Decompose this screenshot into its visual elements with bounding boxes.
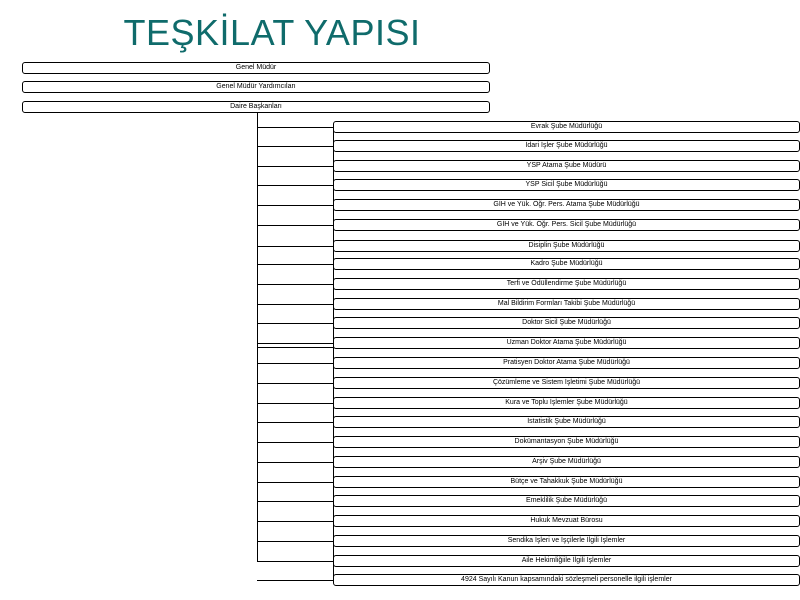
connector-line xyxy=(257,561,333,562)
connector-line xyxy=(257,264,333,265)
connector-line xyxy=(257,185,333,186)
unit-box: Arşiv Şube Müdürlüğü xyxy=(333,456,800,468)
unit-box: Doktor Sicil Şube Müdürlüğü xyxy=(333,317,800,329)
connector-line xyxy=(257,166,333,167)
unit-box: Hukuk Mevzuat Bürosu xyxy=(333,515,800,527)
unit-box: Evrak Şube Müdürlüğü xyxy=(333,121,800,133)
connector-line xyxy=(257,403,333,404)
unit-box: Pratisyen Doktor Atama Şube Müdürlüğü xyxy=(333,357,800,369)
page-title: TEŞKİLAT YAPISI xyxy=(123,12,421,53)
connector-trunk xyxy=(257,113,258,561)
connector-line xyxy=(257,363,333,364)
connector-line xyxy=(257,580,333,581)
connector-line xyxy=(257,482,333,483)
unit-box: Terfi ve Ödüllendirme Şube Müdürlüğü xyxy=(333,278,800,290)
connector-line xyxy=(257,501,333,502)
unit-box: Disiplin Şube Müdürlüğü xyxy=(333,240,800,252)
unit-box: YSP Atama Şube Müdürü xyxy=(333,160,800,172)
unit-box: İstatistik Şube Müdürlüğü xyxy=(333,416,800,428)
unit-box: Kadro Şube Müdürlüğü xyxy=(333,258,800,270)
connector-line xyxy=(257,541,333,542)
genel-mudur-yardimcilari-box: Genel Müdür Yardımcıları xyxy=(22,81,490,93)
unit-box: Mal Bildirim Formları Takibi Şube Müdürlüğü xyxy=(333,298,800,310)
connector-line xyxy=(257,246,333,247)
unit-box: Aile Hekimliğiile İlgili İşlemler xyxy=(333,555,800,567)
connector-line xyxy=(257,146,333,147)
connector-line xyxy=(257,347,333,348)
daire-baskanlari-box: Daire Başkanları xyxy=(22,101,490,113)
connector-line xyxy=(257,205,333,206)
unit-box: GİH ve Yük. Öğr. Pers. Atama Şube Müdürlüğü xyxy=(333,199,800,211)
unit-box: Bütçe ve Tahakkuk Şube Müdürlüğü xyxy=(333,476,800,488)
connector-line xyxy=(257,127,333,128)
connector-line xyxy=(257,323,333,324)
connector-line xyxy=(257,304,333,305)
connector-line xyxy=(257,225,333,226)
unit-box: İdari İşler Şube Müdürlüğü xyxy=(333,140,800,152)
unit-box: Sendika İşleri ve İşçilerle İlgili İşlemler xyxy=(333,535,800,547)
unit-box: 4924 Sayılı Kanun kapsamındaki sözleşmeli personelle ilgili işlemler xyxy=(333,574,800,586)
unit-box: Emeklilik Şube Müdürlüğü xyxy=(333,495,800,507)
connector-line xyxy=(257,521,333,522)
genel-mudur-box: Genel Müdür xyxy=(22,62,490,74)
connector-line xyxy=(257,462,333,463)
unit-box: GİH ve Yük. Öğr. Pers. Sicil Şube Müdürlüğü xyxy=(333,219,800,231)
connector-line xyxy=(257,442,333,443)
unit-box: Uzman Doktor Atama Şube Müdürlüğü xyxy=(333,337,800,349)
connector-line xyxy=(257,284,333,285)
connector-branch-line xyxy=(333,127,334,580)
unit-box: YSP Sicil Şube Müdürlüğü xyxy=(333,179,800,191)
connector-line xyxy=(257,422,333,423)
unit-box: Çözümleme ve Sistem İşletimi Şube Müdürlüğü xyxy=(333,377,800,389)
connector-line xyxy=(257,343,333,344)
unit-box: Dokümantasyon Şube Müdürlüğü xyxy=(333,436,800,448)
unit-box: Kura ve Toplu İşlemler Şube Müdürlüğü xyxy=(333,397,800,409)
connector-line xyxy=(257,383,333,384)
